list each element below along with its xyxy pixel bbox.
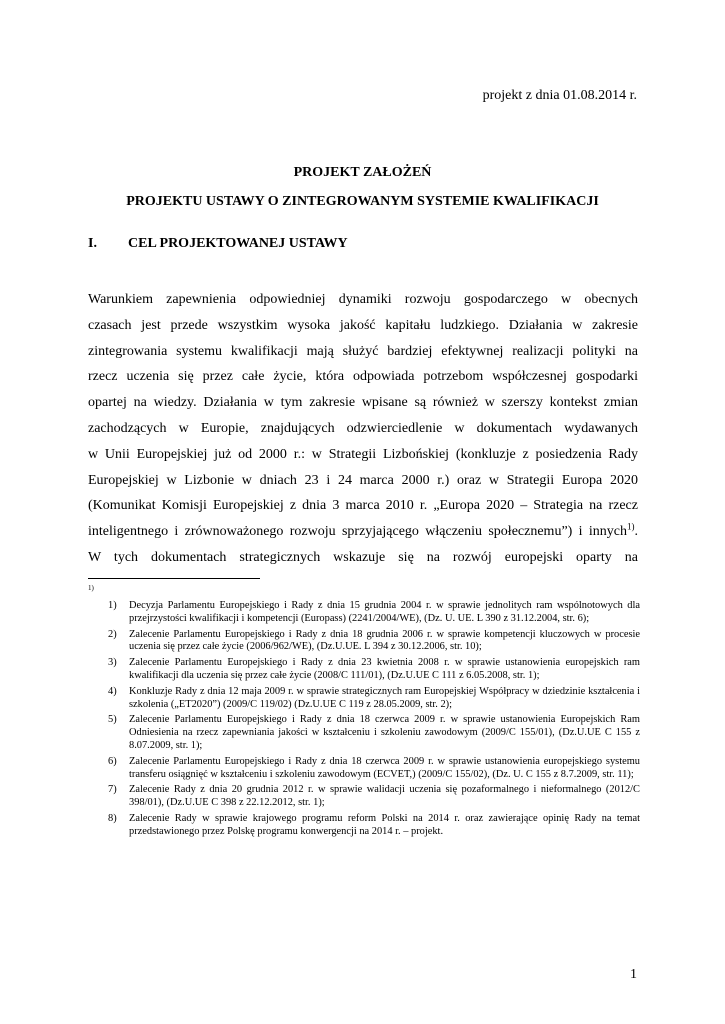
body-line: zachodzących w Europie, znajdujących odzwierciedlenie w dokumentach wydawanych (88, 420, 638, 436)
section-heading (88, 235, 348, 253)
footnotes-list (88, 600, 640, 842)
body-line: czasach jest przede wszystkim wysoka jakość kapitału ludzkiego. Działania w zakresie (88, 317, 638, 333)
body-line: Warunkiem zapewnienia odpowiedniej dynamiki rozwoju gospodarczego w obecnych (88, 292, 638, 307)
footnote-item (88, 600, 640, 626)
footnote-text: Zalecenie Parlamentu Europejskiego i Rady z dnia 18 grudnia 2006 r. w sprawie kompetencji kluczowych w procesie uczenia się przez całe życie (2006/962/WE), (Dz.U.UE. L 394 z 30.12.2006, str. 10); (129, 628, 640, 653)
body-line-with-footnote (88, 519, 638, 545)
body-line: W tych dokumentach strategicznych wskazuje się na rozwój europejski oparty na (88, 549, 638, 565)
footnote-text: Zalecenie Parlamentu Europejskiego i Rady z dnia 18 czerwca 2009 r. w sprawie ustanowienia Europejskich Ram Odniesienia na rzecz zapewniania jakości w kształceniu i szkoleniu zawodowym (2009/C 155/01), (Dz.U.UE C 155 z 8.07.2009, str. 1); (129, 714, 640, 751)
footnote-number: 4) (108, 685, 117, 697)
body-line: rzecz uczenia się przez całe życie, która odpowiada potrzebom współczesnej gospodarki (88, 369, 638, 385)
title-line-1: PROJEKT ZAŁOŻEŃ (293, 165, 432, 180)
body-line: (Komunikat Komisji Europejskiej z dnia 3 marca 2010 r. „Europa 2020 – Strategia na rzecz (88, 498, 638, 514)
body-line: opartej na wiedzy. Działania w tym zakresie wpisane są również w szerszy kontekst zmian (88, 395, 638, 411)
footnote-item (88, 714, 640, 752)
footnote-item (88, 784, 640, 810)
body-paragraph (88, 287, 638, 571)
footnote-text: Zalecenie Parlamentu Europejskiego i Rady z dnia 18 czerwca 2009 r. w sprawie ustanowienia europejskiego systemu transferu osiągnięć w kształceniu i szkoleniu zawodowym (ECVET,) (2009/C 155/02), (Dz. U. C 155 z 8.7.2009, str. 11); (129, 755, 640, 780)
footnote-item (88, 756, 640, 782)
body-line: w Unii Europejskiej już od 2000 r.: w Strategii Lizbońskiej (konkluzje z posiedzenia Rady (88, 446, 638, 462)
document-date: projekt z dnia 01.08.2014 r. (482, 88, 637, 103)
footnote-text: Decyzja Parlamentu Europejskiego i Rady z dnia 15 grudnia 2004 r. w sprawie jednolitych ram wspólnotowych dla przejrzystości kwalifikacji i kompetencji (Europass) (2241/2004/WE), (Dz. U. UE. L 390 z 31.12.2004, str. 6); (129, 600, 640, 624)
body-line-text: inteligentnego i zrównoważonego rozwoju sprzyjającego włączeniu społecznemu”) i innych (88, 524, 627, 540)
footnote-number: 1) (108, 600, 117, 611)
footnote-number: 5) (108, 714, 117, 726)
body-line: zintegrowania systemu kwalifikacji mają służyć bardziej efektywnej realizacji polityki na (88, 343, 638, 359)
footnote-item (88, 629, 640, 655)
footnote-number: 3) (108, 657, 117, 669)
body-line-end: . (634, 524, 638, 540)
footnote-number: 6) (108, 755, 117, 767)
footnote-text: Konkluzje Rady z dnia 12 maja 2009 r. w sprawie strategicznych ram Europejskiej Współpracy w dziedzinie kształcenia i szkolenia („ET2020”) (2009/C 119/02) (Dz.U.UE C 119 z 28.05.2009, str. 2); (129, 685, 640, 710)
footnote-text: Zalecenie Rady z dnia 20 grudnia 2012 r. w sprawie walidacji uczenia się pozaformalnego i nieformalnego (2012/C 398/01), (Dz.U.UE C 398 z 22.12.2012, str. 1); (129, 784, 640, 809)
footnote-reference[interactable]: 1) (627, 521, 635, 532)
footnote-separator (88, 578, 260, 579)
footnote-number: 2) (108, 628, 117, 640)
document-title (0, 164, 725, 211)
title-line-2: PROJEKTU USTAWY O ZINTEGROWANYM SYSTEMIE KWALIFIKACJI (126, 194, 599, 209)
footnote-text: Zalecenie Parlamentu Europejskiego i Rady z dnia 23 kwietnia 2008 r. w sprawie ustanowienia europejskich ram kwalifikacji dla uczenia się przez całe życie (2008/C 111/01), (Dz.U.UE C 111 z 6.05.2008, str. 1); (129, 657, 640, 681)
footnote-number: 8) (108, 812, 117, 824)
page-number: 1 (630, 967, 637, 982)
footnote-item (88, 686, 640, 712)
body-line: Europejskiej w Lizbonie w dniach 23 i 24 marca 2000 r.) oraz w Strategii Europa 2020 (88, 472, 638, 488)
footnote-marker: 1) (88, 584, 94, 592)
section-number: I. (88, 236, 97, 251)
footnote-item (88, 657, 640, 683)
section-title: CEL PROJEKTOWANEJ USTAWY (128, 236, 348, 251)
footnote-text: Zalecenie Rady w sprawie krajowego programu reform Polski na 2014 r. oraz zawierające opinię Rady na temat przedstawionego przez Polskę programu konwergencji na 2014 r. – projekt. (129, 812, 640, 837)
footnote-number: 7) (108, 784, 117, 796)
footnote-item (88, 813, 640, 839)
